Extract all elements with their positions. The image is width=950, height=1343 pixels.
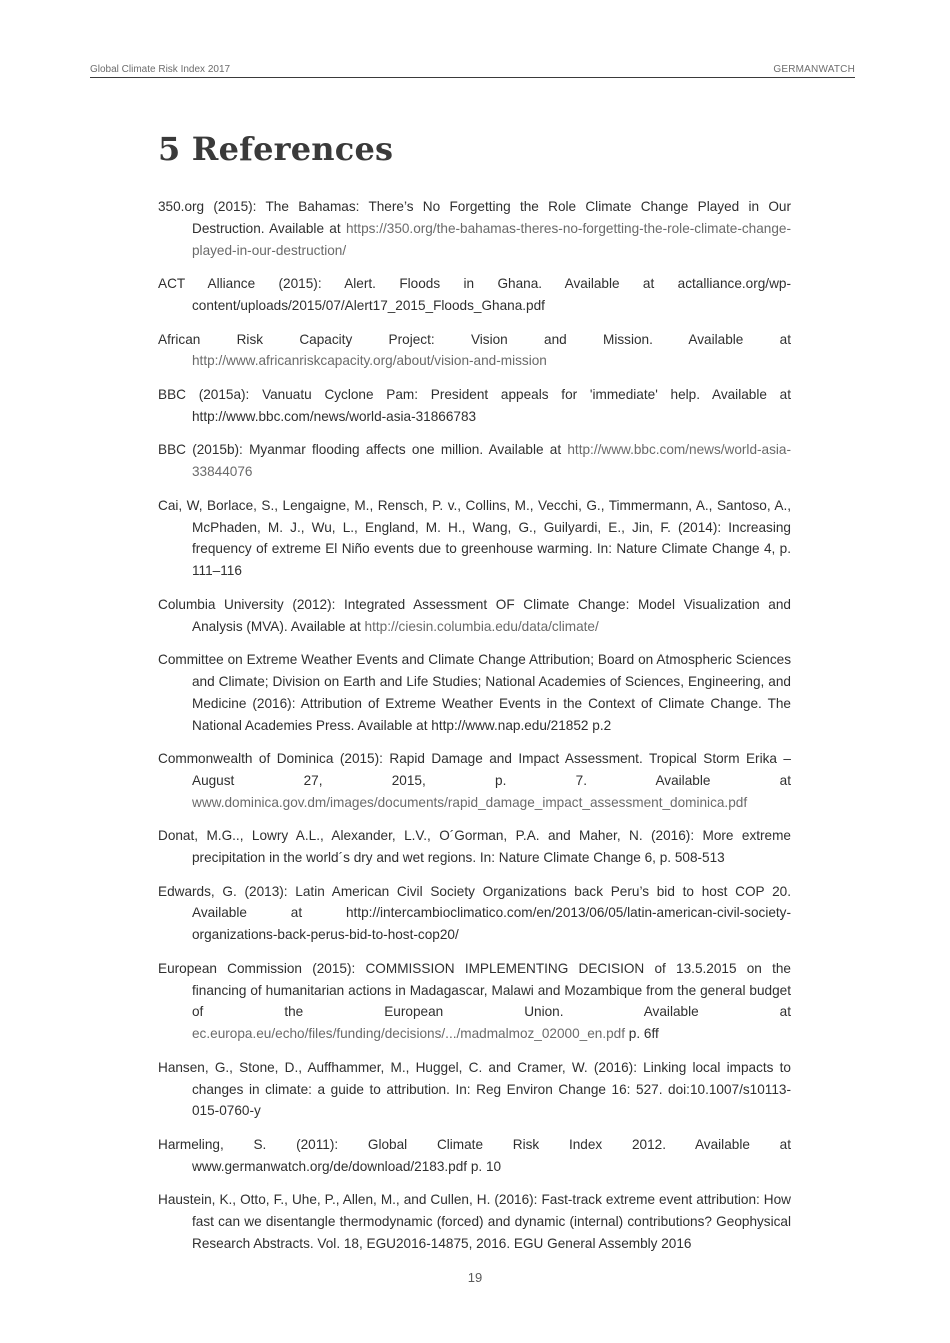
reference-link[interactable]: www.dominica.gov.dm/images/documents/rapid_damage_impact_assessment_dominica.pdf — [192, 794, 748, 810]
reference-item — [158, 825, 791, 869]
reference-item — [158, 649, 791, 736]
reference-text: Donat, M.G.., Lowry A.L., Alexander, L.V., O´Gorman, P.A. and Maher, N. (2016): More extreme precipitation in the world´s dry and wet regions. In: Nature Climate Change 6, p. 508-513 — [158, 828, 791, 866]
page-number: 19 — [467, 1270, 483, 1285]
reference-item — [158, 881, 791, 946]
reference-item — [158, 196, 791, 261]
reference-text: BBC (2015a): Vanuatu Cyclone Pam: President appeals for 'immediate' help. Available at — [158, 386, 791, 402]
reference-list — [158, 196, 791, 1267]
reference-link[interactable]: http://ciesin.columbia.edu/data/climate/ — [364, 618, 599, 634]
running-header — [90, 64, 855, 78]
reference-text: African Risk Capacity Project: Vision and Mission. Available at — [158, 331, 791, 347]
section-title: 5 References — [158, 130, 394, 168]
reference-link[interactable]: actalliance.org/wp-content/uploads/2015/07/Alert17_2015_Floods_Ghana.pdf — [192, 276, 791, 313]
reference-item — [158, 384, 791, 428]
reference-text: BBC (2015b): Myanmar flooding affects one million. Available at — [158, 442, 568, 458]
reference-text: Harmeling, S. (2011): Global Climate Risk Index 2012. Available at — [158, 1137, 791, 1153]
reference-text: ACT Alliance (2015): Alert. Floods in Ghana. Available at — [158, 276, 678, 292]
reference-item — [158, 748, 791, 813]
reference-text: 350.org (2015): The Bahamas: There’s No Forgetting the Role Climate Change Played in Our Destruction. Available at — [158, 199, 791, 236]
reference-item — [158, 958, 791, 1045]
header-divider — [90, 77, 855, 78]
reference-text: Commonwealth of Dominica (2015): Rapid Damage and Impact Assessment. Tropical Storm Erika – August 27, 2015, p. 7. Available at — [158, 751, 791, 788]
header-organization: GERMANWATCH — [773, 64, 855, 75]
reference-link[interactable]: www.germanwatch.org/de/download/2183.pdf p. 10 — [192, 1158, 502, 1174]
reference-text: Edwards, G. (2013): Latin American Civil Society Organizations back Peru’s bid to host COP 20. Available at http://intercambioclimatico.com/en/2013/06/05/latin-american-civil-society-organizations-back-perus-bid-to-host-cop20/ — [158, 883, 792, 943]
reference-link[interactable]: http://www.africanriskcapacity.org/about/vision-and-mission — [192, 353, 547, 369]
reference-link[interactable]: https://350.org/the-bahamas-theres-no-forgetting-the-role-climate-change-played-in-our-destruction/ — [192, 220, 791, 258]
reference-item — [158, 1057, 791, 1122]
reference-item — [158, 495, 791, 582]
reference-text: Cai, W, Borlace, S., Lengaigne, M., Rensch, P. v., Collins, M., Vecchi, G., Timmermann, A., Santoso, A., McPhaden, M. J., Wu, L., England, M. H., Wang, G., Guilyardi, E., Jin, F. (2014): Increasing frequency of extreme El Niño events due to greenhouse warming. In: Nature Climate Change 4, p. 111–116 — [158, 497, 791, 579]
reference-text: European Commission (2015): COMMISSION IMPLEMENTING DECISION of 13.5.2015 on the financing of humanitarian actions in Madagascar, Malawi and Mozambique from the general budget of the European Union. Available at — [158, 960, 791, 1020]
reference-text: Committee on Extreme Weather Events and Climate Change Attribution; Board on Atmospheric Sciences and Climate; Division on Earth and Life Studies; National Academies of Sciences, Engineering, and Medicine (2016): Attribution of Extreme Weather Events in the Context of Climate Change. The National Academies Press. Available at http://www.nap.edu/21852 p.2 — [158, 652, 791, 733]
reference-item — [158, 273, 791, 317]
reference-suffix: p. 6ff — [625, 1026, 659, 1042]
reference-text: Columbia University (2012): Integrated Assessment OF Climate Change: Model Visualization and Analysis (MVA). Available at — [158, 596, 791, 634]
reference-text: Haustein, K., Otto, F., Uhe, P., Allen, M., and Cullen, H. (2016): Fast-track extreme event attribution: How fast can we disentangle thermodynamic (forced) and dynamic (internal) contributions? Geophysical Research Abstracts. Vol. 18, EGU2016-14875, 2016. EGU General Assembly 2016 — [158, 1192, 791, 1252]
header-report-title: Global Climate Risk Index 2017 — [90, 64, 231, 75]
reference-item — [158, 439, 791, 483]
reference-item — [158, 329, 791, 373]
reference-text: Hansen, G., Stone, D., Auffhammer, M., Huggel, C. and Cramer, W. (2016): Linking local impacts to changes in climate: a guide to attribution. In: Reg Environ Change 16: 527. doi:10.1007/s10113-015-0760-y — [158, 1059, 791, 1119]
reference-link[interactable]: http://www.bbc.com/news/world-asia-31866783 — [192, 408, 477, 424]
reference-link[interactable]: http://www.bbc.com/news/world-asia-33844076 — [192, 442, 791, 480]
reference-link[interactable]: ec.europa.eu/echo/files/funding/decisions/.../madmalmoz_02000_en.pdf — [192, 1026, 626, 1042]
reference-item — [158, 594, 791, 638]
reference-item — [158, 1189, 791, 1254]
reference-item — [158, 1134, 791, 1178]
